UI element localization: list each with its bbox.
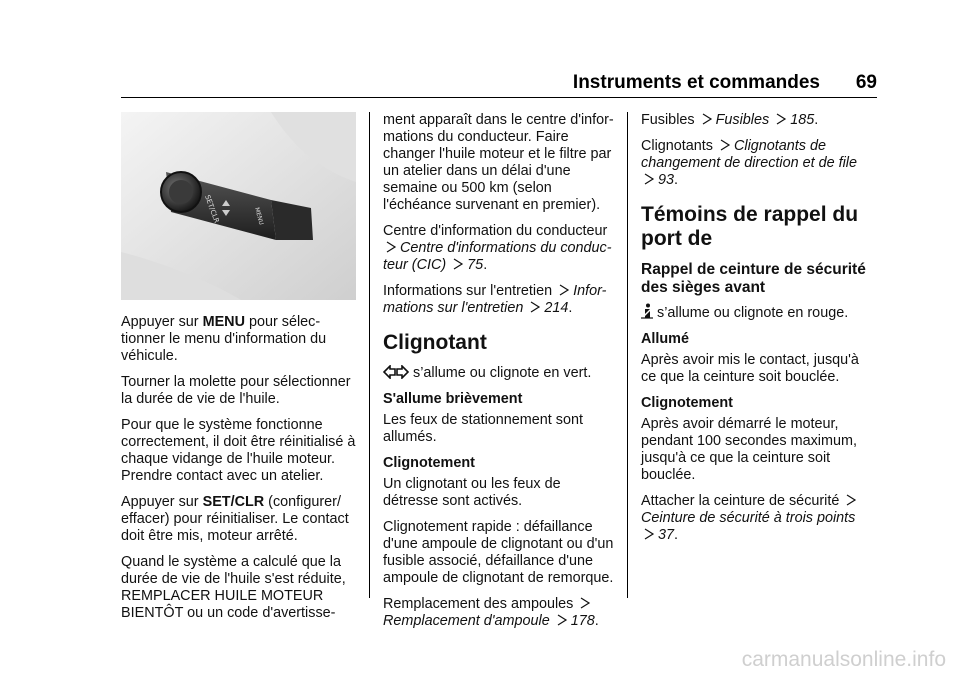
cross-reference: Centre d'information du conducteur Centre d'informations du conduc-teur (CIC) 75. bbox=[383, 223, 612, 273]
paragraph: Quand le système a calculé que la durée de vie de l'huile s'est réduite, REMPLACER HUILE MOTEUR BIENTÔT ou un code d'avertisse- bbox=[121, 554, 346, 621]
header-rule bbox=[121, 97, 877, 98]
lever-label-menu: MENU bbox=[253, 206, 265, 226]
seatbelt-icon bbox=[641, 303, 653, 319]
cross-reference-link[interactable]: Clignotants de changement de direction et de file bbox=[641, 138, 858, 171]
cross-reference: Remplacement des ampoules Remplacement d'ampoule 178. bbox=[383, 596, 599, 629]
column-separator bbox=[369, 112, 370, 598]
cross-reference-link[interactable]: Fusibles bbox=[715, 112, 770, 128]
watermark: carmanualsonline.info bbox=[741, 648, 946, 671]
cross-reference-link[interactable]: Remplacement d'ampoule bbox=[383, 613, 550, 629]
paragraph: Après avoir démarré le moteur, pendant 100 secondes maximum, jusqu'à ce que la ceinture soit bouclée. bbox=[641, 416, 857, 483]
column-separator bbox=[627, 112, 628, 598]
page-header-title: Instruments et commandes bbox=[572, 72, 820, 93]
paragraph: Un clignotant ou les feux de détresse sont activés. bbox=[383, 476, 561, 509]
reference-arrow-icon bbox=[529, 301, 541, 313]
paragraph: Les feux de stationnement sont allumés. bbox=[383, 412, 584, 445]
subheading: Clignotement bbox=[383, 455, 475, 471]
paragraph: ment apparaît dans le centre d'infor-mations du conducteur. Faire changer l'huile moteur et le filtre par un atelier dans un délai d'une semaine ou 500 km (selon l'échéance survenant en premier). bbox=[383, 112, 614, 213]
cross-reference: Fusibles Fusibles 185. bbox=[641, 112, 819, 128]
subheading: S'allume brièvement bbox=[383, 391, 523, 407]
cross-reference-link[interactable]: Infor-mations sur l'entretien bbox=[383, 283, 607, 316]
column-1 bbox=[121, 112, 356, 631]
reference-arrow-icon bbox=[452, 258, 464, 270]
cross-reference: Attacher la ceinture de sécurité Ceinture de sécurité à trois points 37. bbox=[641, 493, 877, 544]
reference-arrow-icon bbox=[701, 113, 713, 125]
indicator-line: s’allume ou clignote en vert. bbox=[383, 365, 616, 382]
cross-reference-link[interactable]: Ceinture de sécurité à trois points bbox=[641, 510, 856, 526]
reference-arrow-icon bbox=[643, 528, 655, 540]
reference-arrow-icon bbox=[579, 597, 591, 609]
reference-arrow-icon bbox=[558, 284, 570, 296]
cross-reference: Informations sur l'entretien Infor-mations sur l'entretien 214. bbox=[383, 283, 607, 316]
subsection-title: Rappel de ceinture de sécurité des sièges avant bbox=[641, 261, 866, 296]
turn-signal-lever-photo bbox=[121, 112, 356, 300]
indicator-line: s’allume ou clignote en rouge. bbox=[641, 303, 877, 322]
cross-reference-link[interactable]: Centre d'informations du conduc-teur (CIC) bbox=[383, 240, 612, 273]
reference-arrow-icon bbox=[643, 173, 655, 185]
reference-arrow-icon bbox=[385, 241, 397, 253]
reference-arrow-icon bbox=[845, 494, 857, 506]
turn-signal-arrows-icon bbox=[383, 365, 409, 379]
page-number: 69 bbox=[855, 72, 877, 93]
subheading: Clignotement bbox=[641, 395, 733, 411]
column-2 bbox=[383, 112, 616, 639]
paragraph: Après avoir mis le contact, jusqu'à ce que la ceinture soit bouclée. bbox=[641, 352, 859, 385]
lever-label-set-clr: SET/CLR bbox=[203, 193, 221, 225]
cross-reference: Clignotants Clignotants de changement de direction et de file 93. bbox=[641, 138, 858, 188]
subheading: Allumé bbox=[641, 331, 689, 347]
section-title: Témoins de rappel du port de bbox=[641, 203, 859, 250]
paragraph: Appuyer sur SET/CLR (configurer/ effacer) pour réinitialiser. Le contact doit être mis, moteur arrêté. bbox=[121, 494, 349, 544]
reference-arrow-icon bbox=[556, 614, 568, 626]
paragraph: Clignotement rapide : défaillance d'une ampoule de clignotant ou d'un fusible associé, défaillance d'une ampoule de clignotant de remorque. bbox=[383, 519, 614, 586]
section-title: Clignotant bbox=[383, 331, 487, 354]
reference-arrow-icon bbox=[775, 113, 787, 125]
column-3 bbox=[641, 112, 877, 553]
reference-arrow-icon bbox=[719, 139, 731, 151]
paragraph: Appuyer sur MENU pour sélec-tionner le menu d'information du véhicule. bbox=[121, 314, 327, 364]
paragraph: Tourner la molette pour sélectionner la durée de vie de l'huile. bbox=[121, 374, 351, 407]
paragraph: Pour que le système fonctionne correctement, il doit être réinitialisé à chaque vidange de l'huile moteur. Prendre contact avec un atelier. bbox=[121, 417, 356, 484]
